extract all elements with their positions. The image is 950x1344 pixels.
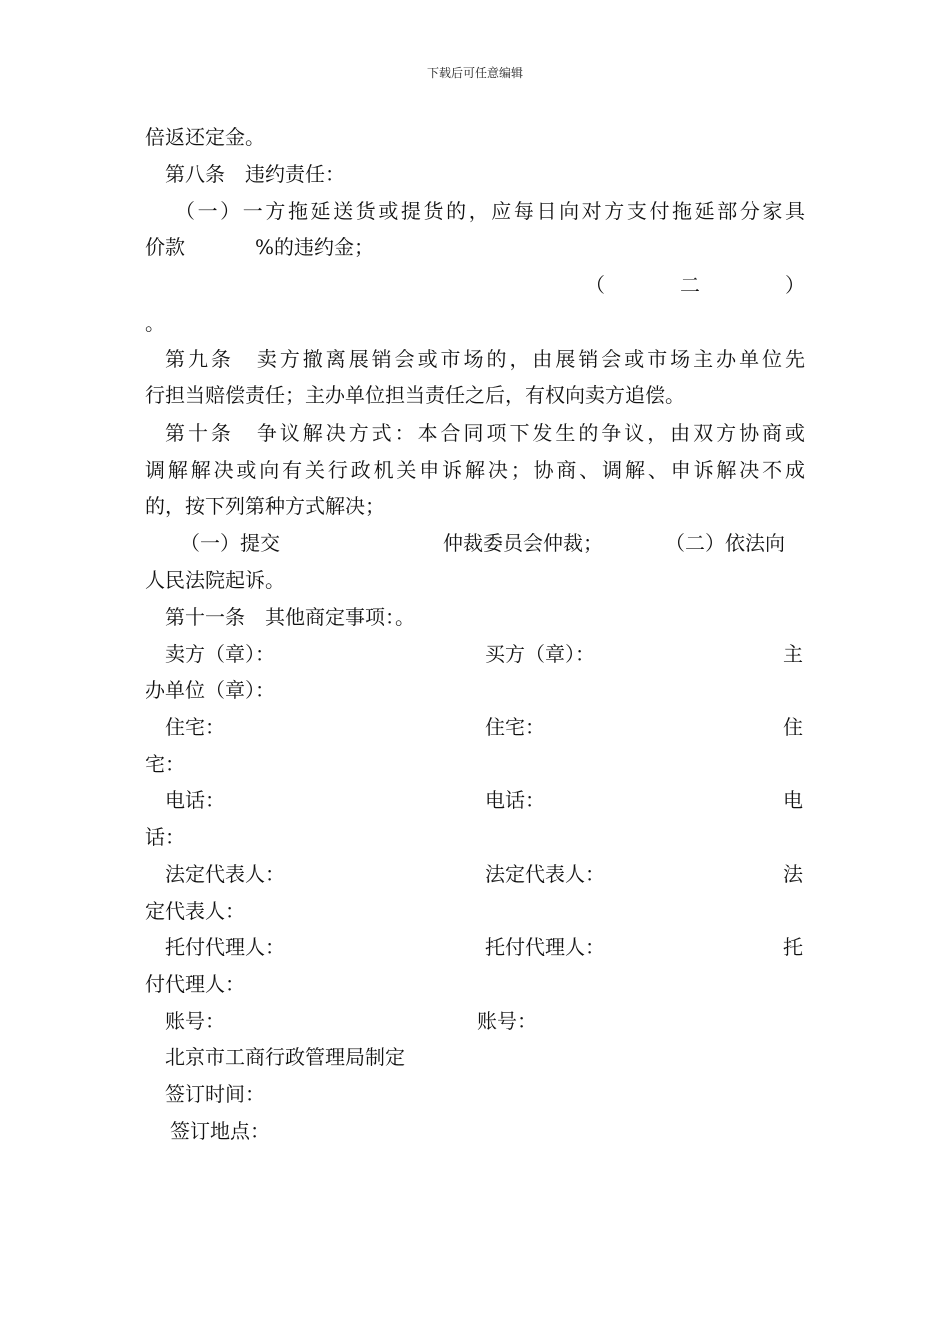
article10-option2: （二）依法向 bbox=[665, 531, 785, 555]
article9-line2: 行担当赔偿责任；主办单位担当责任之后，有权向卖方追偿。 bbox=[145, 383, 685, 407]
organizer-address-label-a: 住 bbox=[783, 715, 803, 739]
article9-line1: 第九条 卖方撤离展销会或市场的，由展销会或市场主办单位先 bbox=[165, 347, 805, 371]
organizer-rep-label-a: 法 bbox=[783, 862, 803, 886]
article10-line3: 的，按下列第种方式解决； bbox=[145, 494, 385, 518]
seller-rep-label: 法定代表人： bbox=[165, 862, 285, 886]
buyer-agent-label: 托付代理人： bbox=[485, 935, 605, 959]
article10-option2-cont: 人民法院起诉。 bbox=[145, 568, 285, 592]
buyer-address-label: 住宅： bbox=[485, 715, 545, 739]
sign-time-label: 签订时间： bbox=[165, 1082, 265, 1106]
organizer-phone-label-b: 话： bbox=[145, 825, 185, 849]
page-header-note: 下载后可任意编辑 bbox=[426, 66, 523, 80]
seller-seal-label: 卖方（章）： bbox=[165, 642, 275, 666]
organizer-phone-label-a: 电 bbox=[783, 788, 803, 812]
seller-agent-label: 托付代理人： bbox=[165, 935, 285, 959]
article8-title: 第八条 违约责任： bbox=[165, 162, 345, 186]
article10-option1-b: 仲裁委员会仲裁； bbox=[443, 531, 603, 555]
organizer-address-label-b: 宅： bbox=[145, 752, 185, 776]
organizer-agent-label-b: 付代理人： bbox=[145, 972, 245, 996]
seller-phone-label: 电话： bbox=[165, 788, 225, 812]
sign-place-label: 签订地点： bbox=[170, 1119, 270, 1143]
article7-tail: 倍返还定金。 bbox=[145, 125, 265, 149]
article8-item2-open: （ bbox=[585, 273, 605, 297]
buyer-rep-label: 法定代表人： bbox=[485, 862, 605, 886]
seller-account-label: 账号： bbox=[165, 1009, 225, 1033]
article8-item2-end: 。 bbox=[145, 311, 165, 335]
article10-line1: 第十条 争议解决方式：本合同项下发生的争议，由双方协商或 bbox=[165, 421, 805, 445]
buyer-seal-label: 买方（章）： bbox=[485, 642, 595, 666]
article10-option1-a: （一）提交 bbox=[180, 531, 280, 555]
article8-item1-line1: （一）一方拖延送货或提货的，应每日向对方支付拖延部分家具 bbox=[175, 199, 805, 223]
organizer-seal-label-b: 办单位（章）： bbox=[145, 678, 275, 702]
seller-address-label: 住宅： bbox=[165, 715, 225, 739]
buyer-account-label: 账号： bbox=[477, 1009, 537, 1033]
article8-item2-number: 二 bbox=[680, 273, 700, 297]
article8-price-label: 价款 bbox=[145, 235, 185, 259]
article10-line2: 调解解决或向有关行政机关申诉解决；协商、调解、申诉解决不成 bbox=[145, 458, 805, 482]
organizer-rep-label-b: 定代表人： bbox=[145, 899, 245, 923]
buyer-phone-label: 电话： bbox=[485, 788, 545, 812]
organizer-agent-label-a: 托 bbox=[783, 935, 803, 959]
issuer-line: 北京市工商行政管理局制定 bbox=[165, 1045, 405, 1069]
article8-penalty-label: %的违约金； bbox=[255, 235, 375, 259]
article8-item2-close: ） bbox=[785, 273, 805, 297]
organizer-seal-label-a: 主 bbox=[783, 642, 803, 666]
article11-line: 第十一条 其他商定事项：。 bbox=[165, 605, 415, 629]
